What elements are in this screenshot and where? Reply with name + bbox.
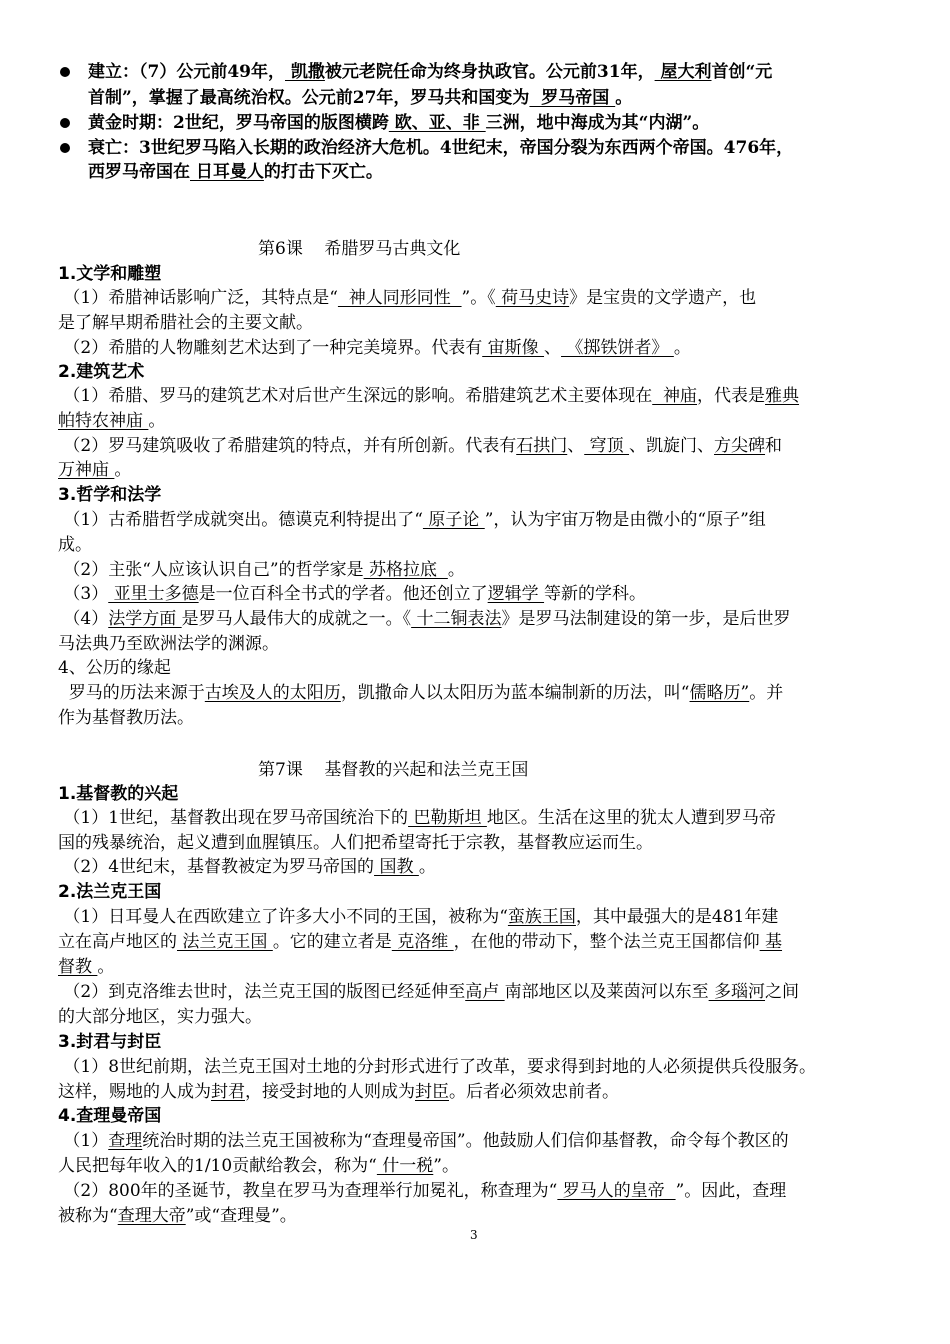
text-segment: （2）4世纪末，基督教被定为罗马帝国的	[58, 857, 375, 877]
answer-blank: 帕特农神庙	[58, 411, 149, 431]
text-segment: ，凯撒命人以太阳历为蓝本编制新的历法，叫“	[340, 683, 690, 703]
answer-blank: 《掷铁饼者》	[561, 338, 674, 358]
text-line	[58, 831, 653, 855]
text-segment: 是了解早期希腊社会的主要文献。	[58, 313, 313, 333]
text-segment: 等新的学科。	[544, 584, 647, 604]
text-line	[58, 558, 465, 582]
text-line	[58, 582, 646, 606]
text-segment: 2.建筑艺术	[58, 362, 145, 382]
text-line	[58, 930, 782, 954]
text-segment: 人民把每年收入的1/10贡献给教会，称为“	[58, 1156, 377, 1176]
text-line	[58, 681, 783, 705]
text-segment: 成。	[58, 535, 92, 555]
text-segment: 的打击下灭亡。	[263, 162, 383, 182]
text-segment: 之间	[765, 982, 800, 1002]
text-segment: 。	[148, 411, 166, 431]
text-segment: （2）主张“人应该认识自己”的哲学家是	[58, 560, 364, 580]
answer-blank: 凯撒	[285, 62, 325, 82]
answer-blank: 苏格拉底	[363, 560, 448, 580]
text-line	[58, 1179, 786, 1203]
text-line	[58, 1129, 789, 1153]
text-segment: ”。	[433, 1156, 459, 1176]
text-segment: 。	[114, 460, 132, 480]
answer-blank: 神庙	[652, 386, 698, 406]
text-line	[58, 607, 791, 631]
answer-blank: 查理大帝	[117, 1206, 186, 1226]
text-segment: 。	[97, 957, 115, 977]
answer-blank: 封臣	[415, 1082, 449, 1102]
text-segment: ，代表是	[697, 386, 766, 406]
answer-blank: 穹顶	[584, 436, 630, 456]
text-line	[258, 758, 528, 782]
answer-blank: 石拱门	[516, 436, 568, 456]
text-segment: 建立：（7）公元前49年，	[88, 62, 285, 82]
answer-blank: 高卢	[465, 982, 505, 1002]
text-line	[58, 706, 194, 730]
text-line	[58, 533, 92, 557]
section-heading	[58, 262, 161, 286]
text-segment: 三洲，地中海成为其“内湖”。	[485, 113, 710, 133]
section-heading	[58, 880, 161, 904]
answer-blank: 日耳曼人	[190, 162, 264, 182]
answer-blank: 逻辑学	[487, 584, 545, 604]
bullet-icon	[60, 118, 70, 128]
text-segment: （2）希腊的人物雕刻艺术达到了一种完美境界。代表有	[58, 338, 483, 358]
text-segment: ，其中最强大的是481年建	[575, 907, 779, 927]
text-segment: （1）	[58, 1131, 109, 1151]
text-line	[58, 1204, 297, 1228]
text-segment: 被称为“	[58, 1206, 118, 1226]
answer-blank: 罗马帝国	[529, 88, 616, 108]
text-segment: 统治时期的法兰克王国被称为“查理曼帝国”。他鼓励人们信仰基督教，命令每个教区的	[142, 1131, 789, 1151]
text-segment: ”。《	[461, 288, 496, 308]
text-segment: 4.查理曼帝国	[58, 1106, 162, 1126]
text-segment: 和	[765, 436, 783, 456]
answer-blank: 基	[759, 932, 783, 952]
text-line	[58, 980, 799, 1004]
text-segment: 罗马的历法来源于	[58, 683, 205, 703]
answer-blank: 方尖碑	[714, 436, 766, 456]
text-segment: 南部地区以及莱茵河以东至	[504, 982, 709, 1002]
text-line	[58, 508, 766, 532]
text-line	[58, 905, 778, 929]
text-segment: 1.文学和雕塑	[58, 264, 162, 284]
text-segment: 这样，赐地的人成为	[58, 1082, 211, 1102]
text-segment: 首制”，掌握了最高统治权。公元前27年，罗马共和国变为	[88, 88, 530, 108]
text-segment: （2）到克洛维去世时，法兰克王国的版图已经延伸至	[58, 982, 466, 1002]
text-segment: 。它的建立者是	[272, 932, 392, 952]
text-segment: 1.基督教的兴起	[58, 784, 179, 804]
answer-blank: 多瑙河	[708, 982, 766, 1002]
page-number: 3	[470, 1228, 478, 1242]
text-segment: ，在他的带动下，整个法兰克王国都信仰	[453, 932, 760, 952]
answer-blank: 法兰克王国	[177, 932, 273, 952]
section-heading	[58, 483, 161, 507]
section-heading	[58, 1030, 161, 1054]
answer-blank: 古埃及人的太阳历	[204, 683, 341, 703]
text-segment: 、	[567, 436, 585, 456]
text-segment: （1）希腊神话影响广泛，其特点是“	[58, 288, 338, 308]
text-segment: 。	[418, 857, 436, 877]
text-segment: 国的残暴统治，起义遭到血腥镇压。人们把希望寄托于宗教，基督教应运而生。	[58, 833, 653, 853]
answer-blank: 什一税	[376, 1156, 434, 1176]
text-segment: 第7课 基督教的兴起和法兰克王国	[258, 760, 529, 780]
text-line	[58, 434, 782, 458]
answer-blank: 国教	[374, 857, 419, 877]
answer-blank: 亚里士多德	[108, 584, 199, 604]
text-segment: 。后者必须效忠前者。	[449, 1082, 619, 1102]
text-segment: （1）1世纪，基督教出现在罗马帝国统治下的	[58, 808, 409, 828]
section-heading	[58, 1104, 161, 1128]
text-segment: ，接受封地的人则成为	[245, 1082, 415, 1102]
text-line	[88, 160, 383, 184]
text-segment: 地区。生活在这里的犹太人遭到罗马帝	[486, 808, 776, 828]
text-segment: 3.封君与封臣	[58, 1032, 162, 1052]
answer-blank: 蛮族王国	[507, 907, 576, 927]
text-segment: （1）古希腊哲学成就突出。德谟克利特提出了“	[58, 510, 423, 530]
text-line	[58, 1005, 262, 1029]
text-line	[58, 286, 756, 310]
answer-blank: 儒略历”	[689, 683, 750, 703]
bullet-icon	[60, 67, 70, 77]
text-segment: 、凯旋门、	[629, 436, 715, 456]
answer-blank: 雅典	[765, 386, 800, 406]
answer-blank: 封君	[211, 1082, 245, 1102]
text-line	[58, 458, 131, 482]
text-segment: 首创“元	[711, 62, 773, 82]
text-line	[58, 384, 799, 408]
text-segment: 立在高卢地区的	[58, 932, 177, 952]
text-line	[88, 136, 793, 160]
text-segment: 》是罗马法制建设的第一步，是后世罗	[501, 609, 791, 629]
text-line	[58, 632, 279, 656]
bullet-icon	[60, 143, 70, 153]
text-segment: ”或“查理曼”。	[185, 1206, 297, 1226]
text-segment: 是罗马人最伟大的成就之一。《	[181, 609, 412, 629]
text-line	[58, 1154, 459, 1178]
text-segment: （2）罗马建筑吸收了希腊建筑的特点，并有所创新。代表有	[58, 436, 517, 456]
text-segment: 》是宝贵的文学遗产，也	[569, 288, 757, 308]
text-segment: 被元老院任命为终身执政官。公元前31年，	[324, 62, 655, 82]
text-line	[58, 336, 691, 360]
text-segment: ”，认为宇宙万物是由微小的“原子”组	[484, 510, 766, 530]
text-segment: 黄金时期：2世纪，罗马帝国的版图横跨	[88, 113, 389, 133]
text-segment: ”。因此，查理	[675, 1181, 787, 1201]
answer-blank: 法学方面	[108, 609, 182, 629]
text-segment: （4）	[58, 609, 109, 629]
text-line	[58, 656, 171, 680]
answer-blank: 查理	[108, 1131, 143, 1151]
answer-blank: 万神庙	[58, 460, 115, 480]
text-segment: （3）	[58, 584, 109, 604]
text-segment: 第6课 希腊罗马古典文化	[258, 239, 461, 259]
answer-blank: 屋大利	[654, 62, 712, 82]
answer-blank: 十二铜表法	[411, 609, 502, 629]
answer-blank: 荷马史诗	[495, 288, 570, 308]
text-segment: 西罗马帝国在	[88, 162, 190, 182]
text-segment: （1）希腊、罗马的建筑艺术对后世产生深远的影响。希腊建筑艺术主要体现在	[58, 386, 653, 406]
text-segment: 衰亡：3世纪罗马陷入长期的政治经济大危机。4世纪末，帝国分裂为东西两个帝国。476年，	[88, 138, 794, 158]
text-segment: 、	[544, 338, 562, 358]
text-segment: 2.法兰克王国	[58, 882, 162, 902]
text-segment: 。	[673, 338, 691, 358]
text-segment: （2）800年的圣诞节，教皇在罗马为查理举行加冕礼，称查理为“	[58, 1181, 558, 1201]
answer-blank: 欧、亚、非	[388, 113, 486, 133]
text-line	[58, 1055, 816, 1079]
text-segment: 。并	[749, 683, 784, 703]
section-heading	[58, 360, 144, 384]
text-segment: 马法典乃至欧洲法学的渊源。	[58, 634, 279, 654]
answer-blank: 原子论	[422, 510, 485, 530]
text-line	[88, 111, 709, 135]
answer-blank: 罗马人的皇帝	[557, 1181, 676, 1201]
answer-blank: 神人同形同性	[337, 288, 462, 308]
text-segment: 作为基督教历法。	[58, 708, 194, 728]
text-segment: 4、公历的缘起	[58, 658, 171, 678]
text-line	[58, 1080, 619, 1104]
answer-blank: 宙斯像	[482, 338, 545, 358]
answer-blank: 克洛维	[391, 932, 454, 952]
text-segment: （1）8世纪前期，法兰克王国对土地的分封形式进行了改革，要求得到封地的人必须提供兵役服务。	[58, 1057, 817, 1077]
text-segment: 。	[615, 88, 633, 108]
text-line	[58, 855, 436, 879]
text-line	[88, 60, 772, 84]
answer-blank: 督教	[58, 957, 98, 977]
text-line	[58, 955, 114, 979]
text-line	[58, 409, 165, 433]
text-segment: 。	[447, 560, 465, 580]
text-line	[58, 311, 313, 335]
answer-blank: 巴勒斯坦	[408, 808, 487, 828]
text-line	[58, 806, 776, 830]
text-line	[88, 86, 632, 110]
section-heading	[58, 782, 178, 806]
text-segment: 的大部分地区，实力强大。	[58, 1007, 262, 1027]
text-line	[258, 237, 460, 261]
text-segment: （1）日耳曼人在西欧建立了许多大小不同的王国，被称为“	[58, 907, 508, 927]
text-segment: 是一位百科全书式的学者。他还创立了	[198, 584, 488, 604]
text-segment: 3.哲学和法学	[58, 485, 162, 505]
